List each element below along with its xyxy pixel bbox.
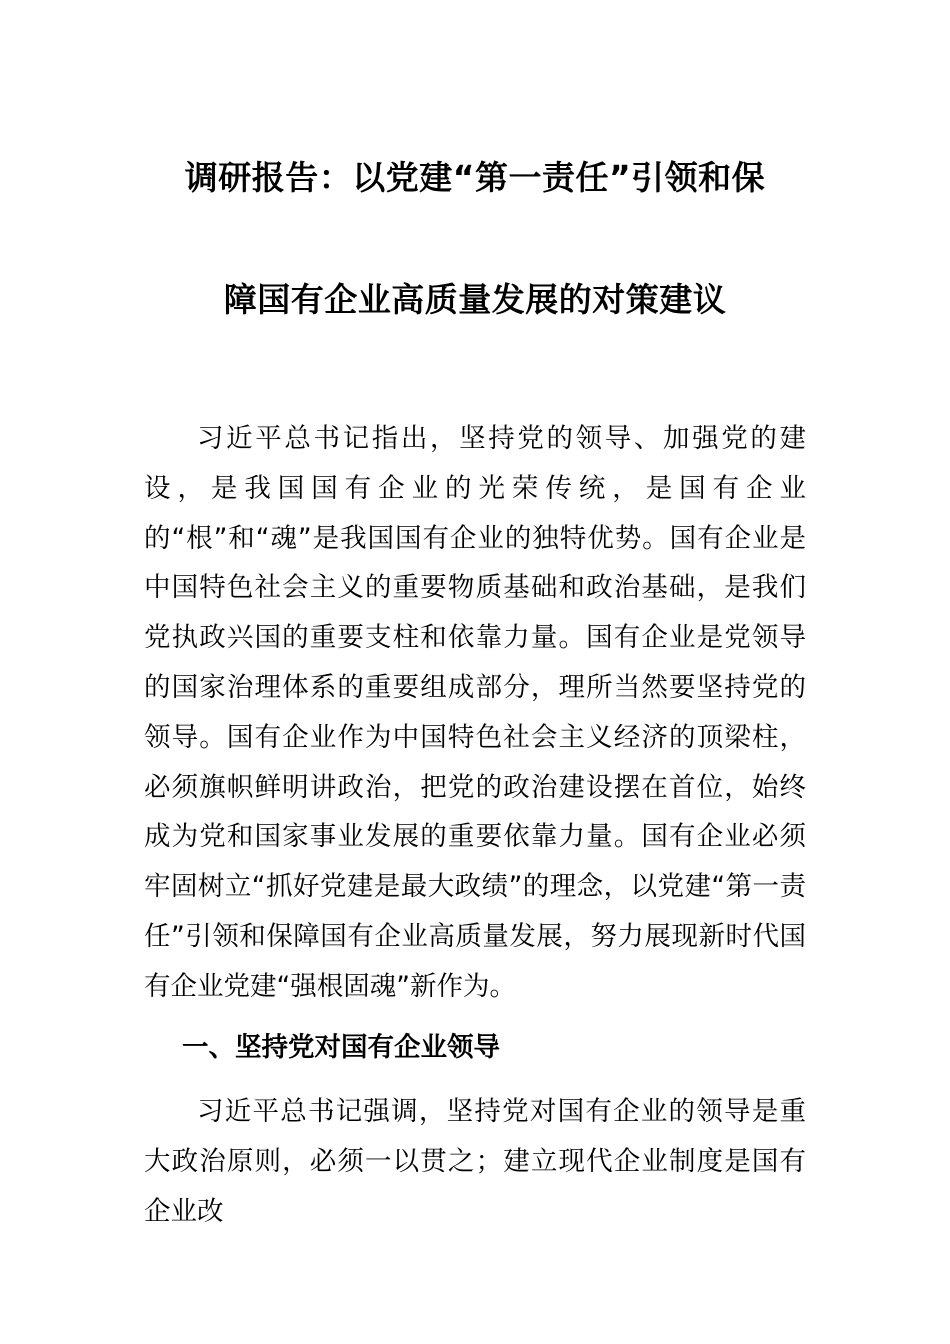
body-paragraph-1: 习近平总书记指出，坚持党的领导、加强党的建设，是我国国有企业的光荣传统，是国有企业的“根”和“魂”是我国国有企业的独特优势。国有企业是中国特色社会主义的重要物质基础和政治基础，是我们党执政兴国的重要支柱和依靠力量。国有企业是党领导的国家治理体系的重要组成部分，理所当然要坚持党的领导。国有企业作为中国特色社会主义经济的顶梁柱，必须旗帜鲜明讲政治，把党的政治建设摆在首位，始终成为党和国家事业发展的重要依靠力量。国有企业必须牢固树立“抓好党建是最大政绩”的理念，以党建“第一责任”引领和保障国有企业高质量发展，努力展现新时代国有企业党建“强根固魂”新作为。 xyxy=(144,423,806,1002)
body-paragraph-2: 习近平总书记强调，坚持党对国有企业的领导是重大政治原则，必须一以贯之；建立现代企业制度是国有企业改 xyxy=(144,1096,806,1227)
document-title-line-2: 障国有企业高质量发展的对策建议 xyxy=(223,280,727,319)
section-heading-1: 一、坚持党对国有企业领导 xyxy=(182,1032,500,1063)
document-title-line-1: 调研报告：以党建“第一责任”引领和保 xyxy=(184,158,766,197)
